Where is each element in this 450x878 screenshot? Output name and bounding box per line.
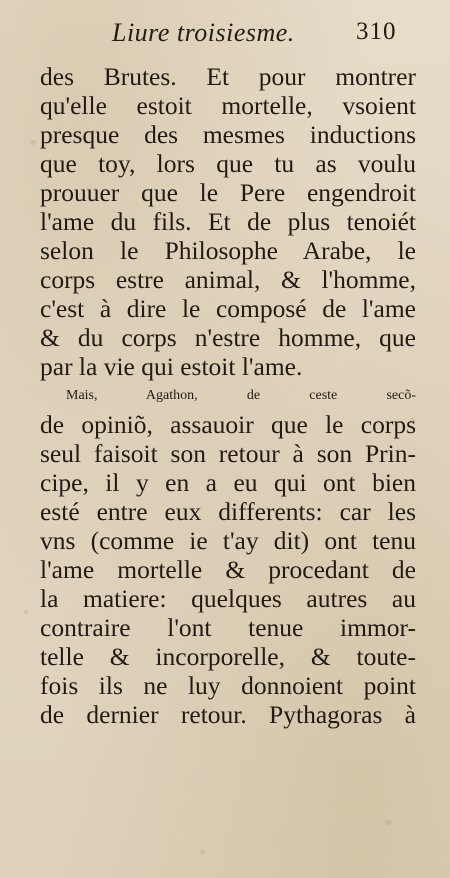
text-line: esté entre eux differents: car les [40, 497, 416, 526]
body-text [40, 62, 416, 729]
text-line: telle & incorporelle, & toute- [40, 642, 416, 671]
paragraph-first-line: Mais, Agathon, de ceste secõ- [66, 388, 416, 403]
text-line: corps estre animal, & l'homme, [40, 265, 416, 294]
text-line: prouuer que le Pere engendroit [40, 178, 416, 207]
text-line: de dernier retour. Pythagoras à [40, 700, 416, 729]
text-line: contraire l'ont tenue immor- [40, 613, 416, 642]
text-line: l'ame du fils. Et de plus tenoiét [40, 207, 416, 236]
text-line: presque des mesmes inductions [40, 120, 416, 149]
text-line: des Brutes. Et pour montrer [40, 62, 416, 91]
text-line: de opiniõ, assauoir que le corps [40, 410, 416, 439]
page-number: 310 [356, 18, 397, 45]
text-line: que toy, lors que tu as voulu [40, 149, 416, 178]
text-line: seul faisoit son retour à son Prin- [40, 439, 416, 468]
text-line: la matiere: quelques autres au [40, 584, 416, 613]
running-head: Liure troisiesme. [112, 18, 295, 47]
page-header [0, 10, 450, 52]
text-line: fois ils ne luy donnoient point [40, 671, 416, 700]
text-line: qu'elle estoit mortelle, vsoient [40, 91, 416, 120]
text-line: par la vie qui estoit l'ame. [40, 352, 303, 381]
text-line: & du corps n'estre homme, que [40, 323, 416, 352]
text-line: vns (comme ie t'ay dit) ont tenu [40, 526, 416, 555]
text-line: l'ame mortelle & procedant de [40, 555, 416, 584]
text-line: cipe, il y en a eu qui ont bien [40, 468, 416, 497]
text-line: selon le Philosophe Arabe, le [40, 236, 416, 265]
text-line: c'est à dire le composé de l'ame [40, 294, 416, 323]
